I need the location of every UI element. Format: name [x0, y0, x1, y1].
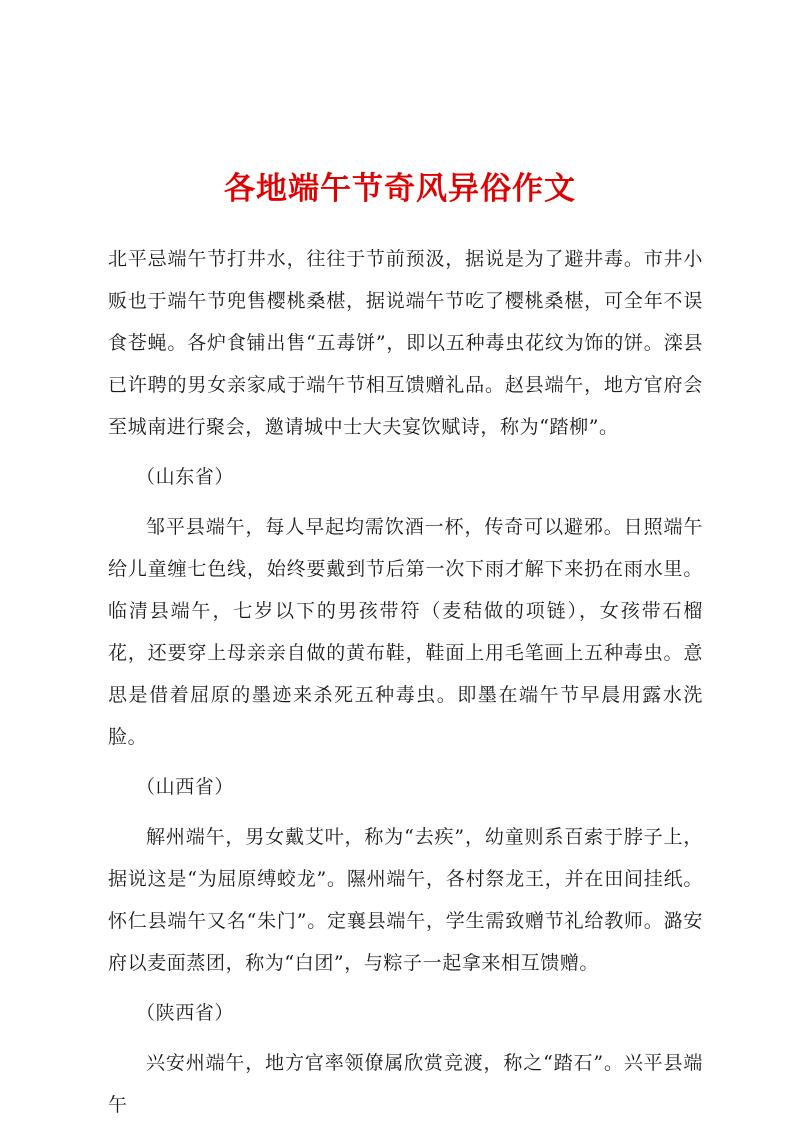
spacer [108, 758, 703, 766]
paragraph-shandong: 邹平县端午，每人早起均需饮酒一杯，传奇可以避邪。日照端午给儿童缠七色线，始终要戴到节后第一次下雨才解下来扔在雨水里。临清县端午，七岁以下的男孩带符（麦秸做的项链），女孩带石榴花，还要穿上母亲亲自做的黄布鞋，鞋面上用毛笔画上五种毒虫。意思是借着屈原的墨迹来杀死五种毒虫。即墨在端午节早晨用露水洗脸。 [108, 516, 703, 748]
spacer [108, 808, 703, 816]
document-title: 各地端午节奇风异俗作文 [224, 171, 576, 207]
document-body [108, 238, 703, 1126]
region-heading-shandong: （山东省） [136, 466, 235, 488]
spacer [108, 448, 703, 456]
paragraph-shaanxi: 兴安州端午，地方官率领僚属欣赏竞渡，称之“踏石”。兴平县端午 [108, 1052, 703, 1116]
spacer [108, 984, 703, 992]
region-heading-shanxi: （山西省） [136, 776, 235, 798]
spacer [108, 498, 703, 506]
paragraph-shanxi: 解州端午，男女戴艾叶，称为“去疾”，幼童则系百索于脖子上，据说这是“为屈原缚蛟龙”。隰州端午，各村祭龙王，并在田间挂纸。怀仁县端午又名“朱门”。定襄县端午，学生需致赠节礼给教师。潞安府以麦面蒸团，称为“白团”，与粽子一起拿来相互馈赠。 [108, 826, 703, 974]
region-heading-shaanxi: （陕西省） [136, 1002, 235, 1024]
paragraph-beiping: 北平忌端午节打井水，往往于节前预汲，据说是为了避井毒。市井小贩也于端午节兜售樱桃桑椹，据说端午节吃了樱桃桑椹，可全年不误食苍蝇。各炉食铺出售“五毒饼”，即以五种毒虫花纹为饰的饼。滦县已许聘的男女亲家咸于端午节相互馈赠礼品。赵县端午，地方官府会至城南进行聚会，邀请城中士大夫宴饮赋诗，称为“踏柳”。 [108, 248, 703, 438]
spacer [108, 1034, 703, 1042]
